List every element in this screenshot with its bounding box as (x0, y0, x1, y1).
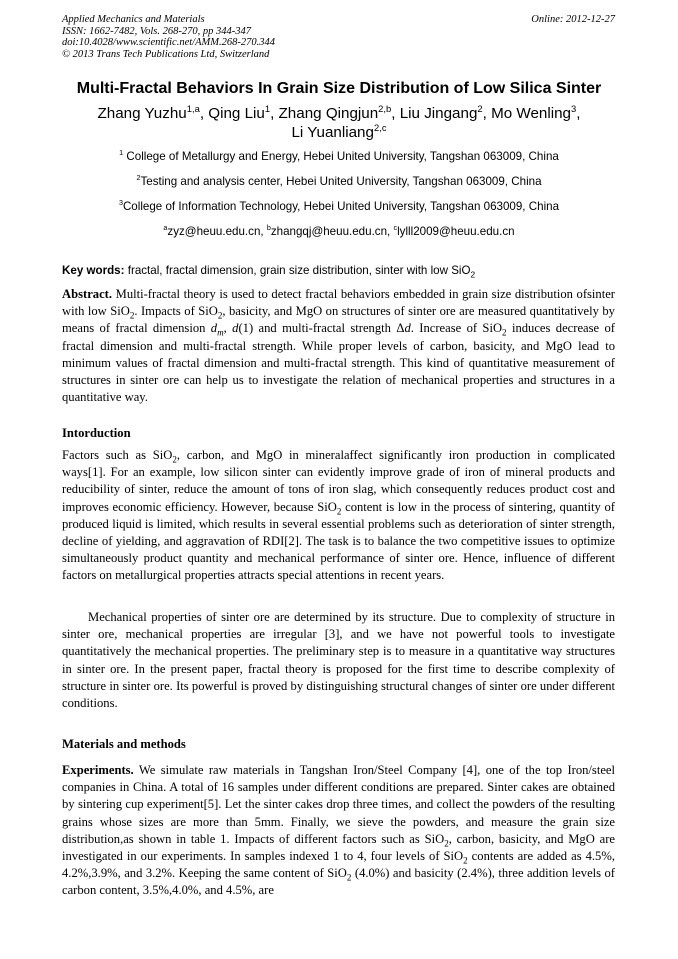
copyright-line: © 2013 Trans Tech Publications Ltd, Switzerland (62, 48, 270, 60)
doi-line: doi:10.4028/www.scientific.net/AMM.268-270.344 (62, 37, 275, 48)
author: Liu Jingang$^2$, (399, 102, 492, 122)
affiliation: $^3$College of Information Technology, Hebei United University, Tangshan 063009, China (118, 198, 560, 213)
author-list (40, 104, 638, 142)
abstract-label: Abstract. (62, 287, 113, 301)
online-date: Online: 2012-12-27 (531, 14, 615, 25)
affiliation: $^1$ College of Metallurgy and Energy, Hebei United University, Tangshan 063009, China (119, 148, 559, 163)
introduction-paragraph: Factors such as SiO$_2$, carbon, and MgO in mineralaffect significantly iron production in complicated ways[1]. For an example, low silicon sinter can evidently improve grade of iron of mineral products and reducibility of sinter, reduce the amount of tons of iron slag, which consequently reduces product cost and improves economic efficiency. However, because SiO$_2$ content is low in the process of sintering, quantity of produced liquid is limited, which results in several essential problems such as deterioration of sinter strength, decline of yielding, and aggravation of RDI[2]. The task is to balance the two competitive issues to optimize simultaneously product quantity and mechanical performance of sinter ore. Hence, influence of different factors on metallurgical properties attracts special attentions in recent years. (62, 448, 615, 583)
experiments-label: Experiments. (62, 763, 134, 777)
author: Qing Liu$^1$, (208, 102, 279, 122)
author: Mo Wenling$^3$, (491, 102, 581, 122)
section-heading-introduction: Intorduction (62, 426, 131, 440)
affiliation: $^2$Testing and analysis center, Hebei United University, Tangshan 063009, China (136, 173, 542, 188)
author: Li Yuanliang$^{2,c}$ (291, 121, 387, 141)
email[interactable]: zyz@heuu.edu.cn, (167, 225, 267, 238)
issn-line: ISSN: 1662-7482, Vols. 268-270, pp 344-347 (62, 25, 251, 37)
methods-paragraph: Experiments. We simulate raw materials in Tangshan Iron/Steel Company [4], one of the top Iron/steel companies in China. A total of 16 samples under different conditions are prepared. Sinter cakes are obtained by sintering cup experiment[5]. Let the sinter cakes drop three times, and collect the powders of the resulting grains whose sizes are more than 5mm. Finally, we sieve the powders, and measure the grain size distribution,as shown in table 1. Impacts of different factors such as SiO$_2$, carbon, basicity, and MgO are investigated in our experiments. In samples indexed 1 to 4, four levels of SiO$_2$ contents are added as 4.5%, 4.2%,3.9%, and 3.2%. Keeping the same content of SiO$_2$ (4.0%) and basicity (2.4%), three addition levels of carbon content, 3.5%,4.0%, and 4.5%, are (62, 763, 615, 898)
keywords: Key words: fractal, fractal dimension, grain size distribution, sinter with low SiO$_2$ (62, 264, 476, 280)
introduction-paragraph: Mechanical properties of sinter ore are determined by its structure. Due to complexity of structure in sinter ore, mechanical properties are irregular [3], and we have not powerful tools to investigate quantitatively the mechanical properties. The preliminary step is to measure in a quantitative way structures in sinter ore. In the present paper, fractal theory is proposed for the first time to describe complexity of structure in sinter ore. Its powerful is proved by distinguishing structural changes of sinter ore under different conditions. (62, 610, 615, 711)
email[interactable]: lylll2009@heuu.edu.cn (397, 225, 515, 238)
journal-header (62, 14, 615, 60)
abstract: Abstract. Multi-fractal theory is used to detect fractal behaviors embedded in grain size distribution ofsinter with low SiO$_2$. Impacts of SiO$_2$, basicity, and MgO on structures of sinter ore are measured quantitatively by means of fractal dimension $d_m$, d(1) and multi-fractal strength Δd. Increase of SiO$_2$ induces decrease of fractal dimension and multi-fractal strength. While proper levels of carbon, basicity, and MgO lead to minimum values of fractal dimension and multi-fractal strength. This kind of quantitative measurement of structures in sinter ore can help us to investigate the relation of mechanical properties and structures in a quantitative way. (62, 287, 615, 405)
email-line: $^a$zyz@heuu.edu.cn, $^b$zhangqj@heuu.edu.cn, $^c$lylll2009@heuu.edu.cn (163, 223, 515, 238)
author: Zhang Yuzhu$^{1,a}$, (97, 102, 209, 122)
paper-title: Multi-Fractal Behaviors In Grain Size Distribution of Low Silica Sinter (76, 80, 602, 97)
keywords-label: Key words: (62, 264, 125, 277)
author: Zhang Qingjun$^{2,b}$, (278, 102, 400, 122)
section-heading-methods: Materials and methods (62, 737, 186, 751)
journal-name: Applied Mechanics and Materials (62, 14, 205, 25)
email[interactable]: zhangqj@heuu.edu.cn, (270, 225, 394, 238)
